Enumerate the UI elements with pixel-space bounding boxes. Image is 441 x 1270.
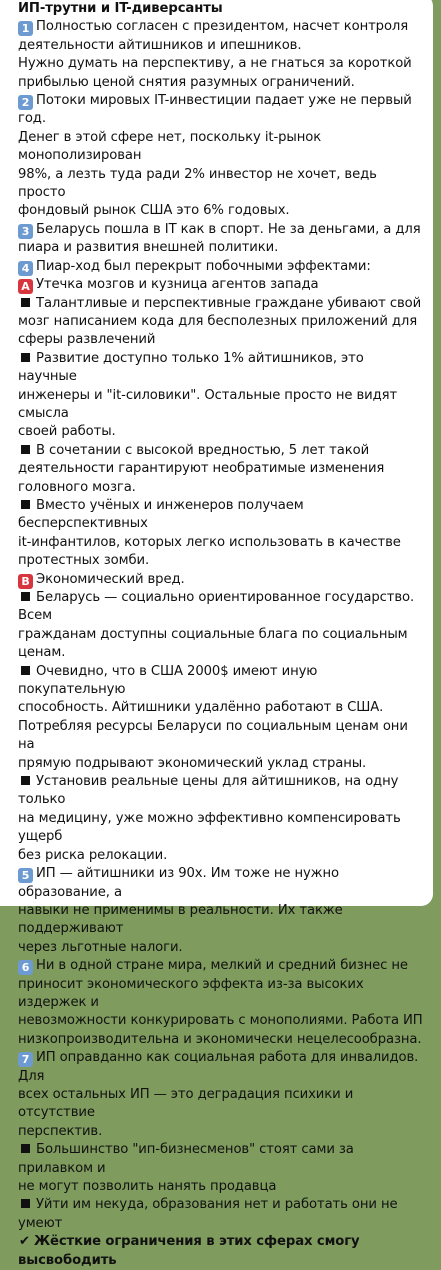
bullet-line: [18, 442, 425, 460]
black-square-icon: [21, 776, 30, 785]
line-text: невозможности конкурировать с монополиями. Работа ИП: [18, 1013, 423, 1029]
line-text: гражданам доступны социальные блага по социальным: [18, 626, 408, 642]
line-text: протестных зомби.: [18, 553, 150, 569]
line-text: Нужно думать на перспективу, а не гнаться за короткой: [18, 56, 412, 72]
bullet-line: [18, 552, 425, 570]
line-text: Экономический вред.: [36, 571, 185, 587]
bullet-line: [18, 755, 425, 773]
bullet-line: [18, 663, 425, 700]
line-text: Большинство "ип-бизнесменов" стоят сами за прилавком и: [18, 1142, 358, 1176]
bullet-line: [18, 479, 425, 497]
bullet-line: [18, 1141, 425, 1178]
bullet-line: [18, 699, 425, 717]
line-text: мозг написанием кода для бесполезных приложений для: [18, 313, 418, 329]
text-line: [18, 865, 425, 902]
line-text: Потребляя ресурсы Беларуси по социальным ценам они на: [18, 718, 412, 753]
line-text: Полностью согласен с президентом, насчет контроля: [36, 19, 409, 35]
text-line: [18, 1233, 425, 1270]
line-text: Беларусь пошла в IT как в спорт. Не за деньгами, а для: [36, 221, 421, 237]
bullet-line: [18, 387, 425, 424]
line-text: деятельности гарантируют необратимые изменения: [18, 461, 385, 477]
message-text: [18, 0, 425, 1270]
keycap-digit-icon: 4: [18, 261, 33, 276]
red-letter-icon: A: [18, 279, 33, 294]
line-text: В сочетании с высокой вредностью, 5 лет такой: [36, 442, 370, 458]
bullet-line: [18, 718, 425, 755]
text-line: [18, 957, 425, 975]
black-square-icon: [21, 500, 30, 509]
line-text: без риска релокации.: [18, 847, 168, 863]
bullet-line: [18, 423, 425, 441]
text-line: [18, 1049, 425, 1086]
keycap-digit-icon: 6: [18, 960, 33, 975]
line-text: своей работы.: [18, 424, 116, 440]
black-square-icon: [21, 1144, 30, 1153]
line-text: Ни в одной стране мира, мелкий и средний бизнес не: [36, 958, 408, 974]
line-text: ИП оправданно как социальная работа для инвалидов. Для: [18, 1050, 423, 1084]
text-line: [18, 18, 425, 36]
bullet-line: [18, 644, 425, 662]
line-text: Развитие доступно только 1% айтишников, это научные: [18, 350, 368, 385]
red-letter-icon: B: [18, 574, 33, 589]
bullet-line: [18, 773, 425, 810]
line-text: перспектив.: [18, 1123, 103, 1139]
line-text: Пиар-ход был перекрыт побочными эффектами:: [36, 258, 371, 274]
text-line: [18, 55, 425, 73]
line-text: инженеры и "it-силовики". Остальные просто не видят смысла: [18, 387, 402, 421]
bullet-line: [18, 1196, 425, 1233]
black-square-icon: [21, 298, 30, 307]
black-square-icon: [21, 1199, 30, 1208]
line-text: it-инфантилов, которых легко использовать в качестве: [18, 534, 401, 550]
text-line: [18, 74, 425, 92]
line-text: ИП — айтишники из 90х. Им тоже не нужно образование, а: [18, 866, 344, 900]
text-line: [18, 902, 425, 939]
line-text: Уйти им некуда, образования нет и работать они не умеют: [18, 1197, 402, 1231]
line-text: пиара и развития внешней политики.: [18, 240, 279, 256]
line-text: Вместо учёных и инженеров получаем бесперспективных: [18, 497, 308, 532]
keycap-digit-icon: 2: [18, 95, 33, 110]
keycap-digit-icon: 1: [18, 21, 33, 36]
line-text: Установив реальные цены для айтишников, на одну только: [18, 774, 403, 808]
line-text: Жёсткие ограничения в этих сферах смогу высвободить: [18, 1234, 365, 1268]
text-line: [18, 166, 425, 203]
text-line: [18, 239, 425, 257]
line-text: Очевидно, что в США 2000$ имеют иную покупательную: [18, 663, 322, 698]
text-line: [18, 276, 425, 294]
line-text: деятельности айтишников и ипешников.: [18, 37, 302, 53]
black-square-icon: [21, 592, 30, 601]
black-square-icon: [21, 445, 30, 454]
line-text: прибылью ценой снятия разумных ограничений.: [18, 74, 355, 90]
line-text: 98%, а лезть туда ради 2% инвестор не хочет, ведь просто: [18, 166, 381, 201]
bullet-line: [18, 847, 425, 865]
text-line: [18, 1012, 425, 1030]
line-text: Потоки мировых IT-инвестиции падает уже не первый год.: [18, 93, 416, 127]
text-line: [18, 92, 425, 129]
bullet-line: [18, 810, 425, 847]
bullet-line: [18, 1178, 425, 1196]
post-title: ИП-трутни и IT-диверсанты: [18, 1, 223, 16]
line-text: навыки не применимы в реальности. Их также поддерживают: [18, 902, 347, 937]
text-line: [18, 1086, 425, 1123]
bullet-line: [18, 460, 425, 478]
black-square-icon: [21, 666, 30, 675]
line-text: низкопроизводительна и экономически нецелесообразна.: [18, 1031, 422, 1047]
text-line: [18, 1123, 425, 1141]
line-text: приносит экономического эффекта из-за высоких издержек и: [18, 976, 368, 1010]
line-text: головного мозга.: [18, 479, 136, 495]
text-line: [18, 202, 425, 220]
line-text: всех остальных ИП — это деградация психики и отсутствие: [18, 1086, 358, 1121]
line-text: сферы развлечений: [18, 332, 156, 348]
bullet-line: [18, 313, 425, 331]
bullet-line: [18, 295, 425, 313]
text-line: [18, 258, 425, 276]
bullet-line: [18, 497, 425, 534]
text-line: [18, 571, 425, 589]
line-text: Денег в этой сфере нет, поскольку it-рынок монополизирован: [18, 129, 326, 164]
line-text: на медицину, уже можно эффективно компенсировать ущерб: [18, 810, 405, 845]
line-text: ценам.: [18, 645, 66, 661]
line-text: Утечка мозгов и кузница агентов запада: [36, 277, 319, 293]
line-text: способность. Айтишники удалённо работают в США.: [18, 700, 384, 716]
text-line: [18, 976, 425, 1013]
line-text: не могут позволить нанять продавца: [18, 1179, 277, 1194]
keycap-digit-icon: 7: [18, 1052, 33, 1067]
text-line: [18, 1031, 425, 1049]
text-line: [18, 37, 425, 55]
bullet-line: [18, 331, 425, 349]
text-line: [18, 939, 425, 957]
keycap-digit-icon: 3: [18, 224, 33, 239]
bullet-line: [18, 589, 425, 626]
line-text: фондовый рынок США это 6% годовых.: [18, 203, 290, 219]
keycap-digit-icon: 5: [18, 868, 33, 883]
text-line: [18, 221, 425, 239]
line-text: Талантливые и перспективные граждане убивают свой: [36, 295, 422, 311]
black-square-icon: [21, 353, 30, 362]
check-mark-icon: ✔: [19, 1234, 30, 1250]
line-text: через льготные налоги.: [18, 939, 183, 955]
line-text: Беларусь — социально ориентированное государство. Всем: [18, 590, 419, 624]
bullet-line: [18, 350, 425, 387]
bullet-line: [18, 534, 425, 552]
text-line: [18, 129, 425, 166]
line-text: прямую подрывают экономический уклад страны.: [18, 755, 367, 771]
bullet-line: [18, 626, 425, 644]
